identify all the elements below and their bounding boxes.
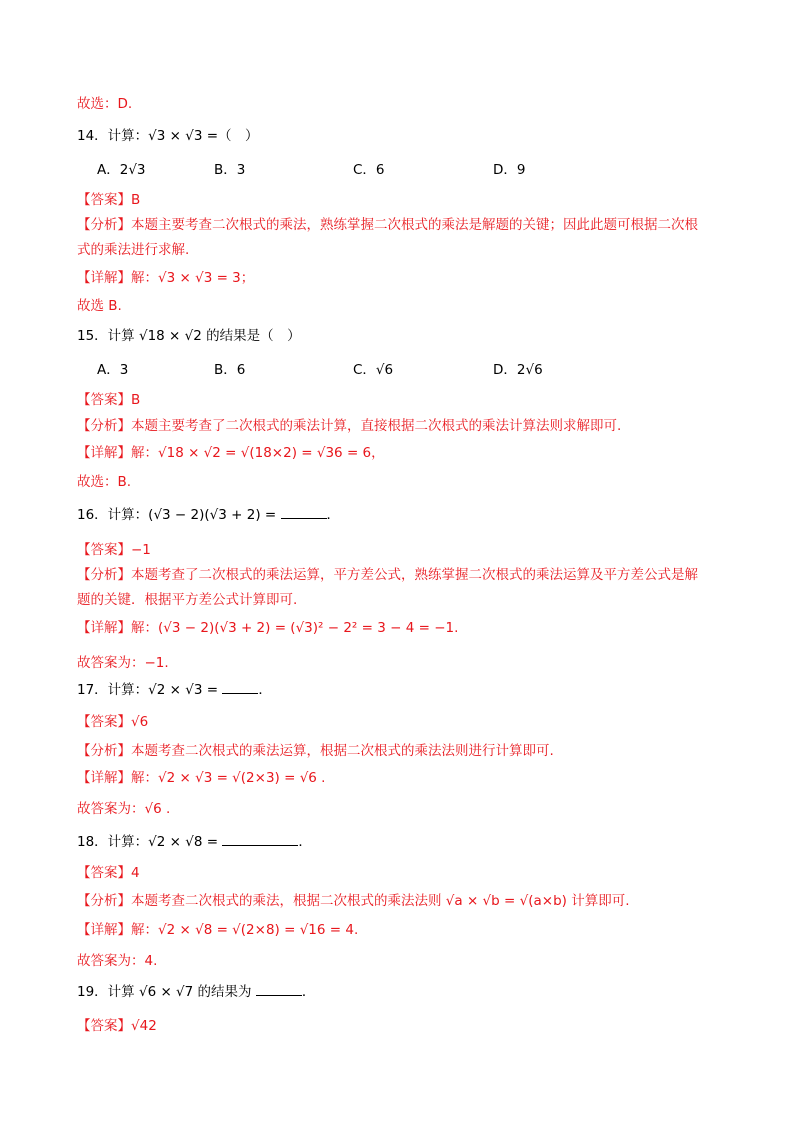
question-15: 15．计算 √18 × √2 的结果是（ ） [77, 328, 301, 344]
q17-analysis: 【分析】本题考查二次根式的乘法运算，根据二次根式的乘法法则进行计算即可. [77, 743, 554, 759]
q16-detail: 【详解】解：(√3 − 2)(√3 + 2) = (√3)² − 2² = 3 − 4 = −1. [77, 620, 459, 636]
question-18: 18．计算：√2 × √8 = ． [77, 834, 312, 850]
answer-blank [281, 506, 327, 519]
q18-analysis: 【分析】本题考查二次根式的乘法，根据二次根式的乘法法则 √a × √b = √(a×b) 计算即可. [77, 893, 630, 909]
q17-conclusion: 故答案为：√6 . [77, 801, 171, 817]
answer-blank [222, 681, 258, 694]
question-19: 19．计算 √6 × √7 的结果为 ． [77, 984, 316, 1000]
q14-conclusion: 故选 B. [77, 298, 122, 314]
question-17: 17．计算：√2 × √3 = ． [77, 682, 272, 698]
q18-detail: 【详解】解：√2 × √8 = √(2×8) = √16 = 4. [77, 922, 359, 938]
q17-detail: 【详解】解：√2 × √3 = √(2×3) = √6 . [77, 770, 326, 786]
q17-text: 17．计算：√2 × √3 = [77, 682, 219, 698]
q15-analysis: 【分析】本题主要考查了二次根式的乘法计算，直接根据二次根式的乘法计算法则求解即可. [77, 418, 622, 434]
q16-conclusion: 故答案为：−1. [77, 655, 169, 671]
question-16: 16．计算：(√3 − 2)(√3 + 2) = ． [77, 507, 340, 523]
q14-answer: 【答案】B [77, 192, 141, 208]
q18-conclusion: 故答案为：4. [77, 953, 158, 969]
q16-analysis-1: 【分析】本题考查了二次根式的乘法运算，平方差公式，熟练掌握二次根式的乘法运算及平方差公式是解 [77, 567, 698, 583]
answer-blank [222, 833, 298, 846]
q14-analysis-1: 【分析】本题主要考查二次根式的乘法，熟练掌握二次根式的乘法是解题的关键；因此此题可根据二次根 [77, 217, 698, 233]
q15-option-c: C．√6 [353, 362, 394, 378]
question-14: 14．计算：√3 × √3 =（ ） [77, 128, 259, 144]
q17-answer: 【答案】√6 [77, 714, 149, 730]
q15-option-d: D．2√6 [493, 362, 543, 378]
q16-analysis-2: 题的关键．根据平方差公式计算即可. [77, 592, 298, 608]
q15-option-a: A．3 [97, 362, 129, 378]
q15-detail: 【详解】解：√18 × √2 = √(18×2) = √36 = 6， [77, 445, 385, 461]
q19-text: 19．计算 √6 × √7 的结果为 [77, 984, 252, 1000]
q14-option-d: D．9 [493, 162, 526, 178]
q18-text: 18．计算：√2 × √8 = [77, 834, 219, 850]
q16-text: 16．计算：(√3 − 2)(√3 + 2) = [77, 507, 277, 523]
q18-answer: 【答案】4 [77, 865, 140, 881]
q15-option-b: B．6 [214, 362, 246, 378]
q14-option-c: C．6 [353, 162, 385, 178]
q14-option-b: B．3 [214, 162, 246, 178]
q15-conclusion: 故选：B. [77, 474, 132, 490]
q14-analysis-2: 式的乘法进行求解. [77, 242, 190, 258]
answer-blank [256, 983, 302, 996]
q14-option-a: A．2√3 [97, 162, 146, 178]
q15-answer: 【答案】B [77, 392, 141, 408]
q14-detail: 【详解】解：√3 × √3 = 3； [77, 270, 255, 286]
prev-conclusion: 故选：D. [77, 96, 133, 112]
q19-answer: 【答案】√42 [77, 1018, 157, 1034]
q16-answer: 【答案】−1 [77, 542, 151, 558]
